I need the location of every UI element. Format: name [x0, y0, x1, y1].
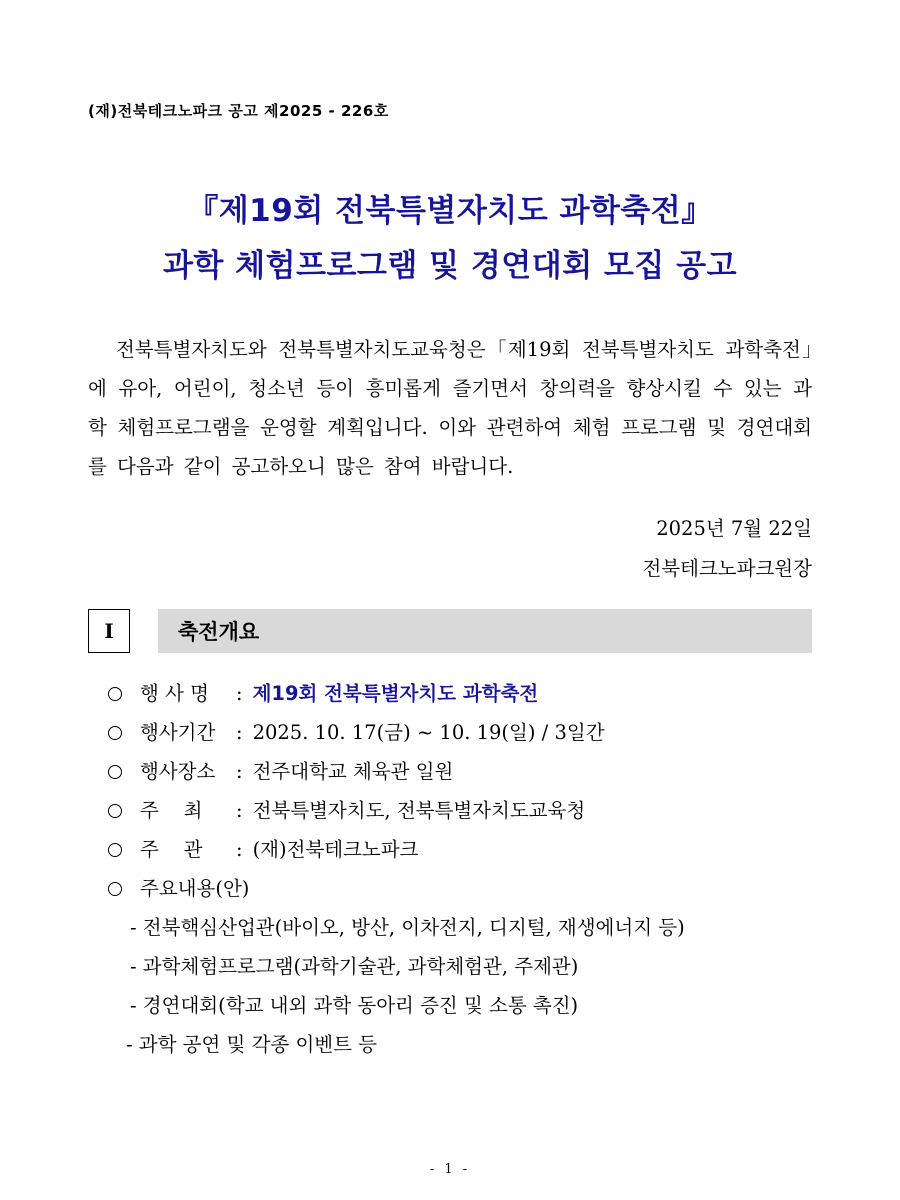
- section-number: Ⅰ: [88, 609, 130, 653]
- title-line-2: 과학 체험프로그램 및 경연대회 모집 공고: [162, 248, 738, 284]
- host-value: 전북특별자치도, 전북특별자치도교육청: [252, 799, 586, 822]
- circle-bullet-icon: [108, 687, 122, 701]
- contents-list-item: - 경연대회(학교 내외 과학 동아리 증진 및 소통 촉진): [130, 994, 579, 1017]
- venue-value: 전주대학교 체육관 일원: [252, 760, 454, 783]
- period-value: 2025. 10. 17(금) ~ 10. 19(일) / 3일간: [252, 721, 605, 744]
- item-label: 주 관: [140, 838, 203, 861]
- item-label: 행사기간: [140, 721, 216, 744]
- page-number: - 1 -: [429, 1162, 471, 1177]
- overview-item-event-name: [108, 678, 538, 706]
- announcement-date: 2025년 7월 22일: [656, 517, 812, 540]
- circle-bullet-icon: [108, 726, 122, 740]
- contents-list-item: - 과학체험프로그램(과학기술관, 과학체험관, 주제관): [130, 955, 579, 978]
- notice-number: (재)전북테크노파크 공고 제2025 - 226호: [88, 102, 389, 120]
- circle-bullet-icon: [108, 765, 122, 779]
- colon: :: [236, 760, 243, 783]
- overview-item-organizer: [108, 834, 419, 862]
- section-header-bar: [158, 609, 812, 653]
- overview-item-period: [108, 717, 605, 745]
- signer-name: 전북테크노파크원장: [642, 557, 812, 580]
- item-label: 행 사 명: [140, 682, 209, 705]
- overview-item-contents: [108, 873, 249, 901]
- colon: :: [236, 799, 243, 822]
- overview-item-host: [108, 795, 585, 823]
- contents-label: 주요내용(안): [140, 877, 250, 900]
- colon: :: [236, 838, 243, 861]
- title-line-1: 『제19회 전북특별자치도 과학축전』: [187, 193, 713, 229]
- section-title: 축전개요: [178, 620, 260, 644]
- intro-paragraph: 전북특별자치도와 전북특별자치도교육청은「제19회 전북특별자치도 과학축전」에 유아, 어린이, 청소년 등이 흥미롭게 즐기면서 창의력을 향상시킬 수 있는 과학 체험프로그램을 운영할 계획입니다. 이와 관련하여 체험 프로그램 및 경연대회를 다음과 같이 공고하오니 많은 참여 바랍니다.: [88, 338, 812, 478]
- circle-bullet-icon: [108, 843, 122, 857]
- overview-item-venue: [108, 756, 453, 784]
- contents-list-item: - 과학 공연 및 각종 이벤트 등: [126, 1033, 377, 1056]
- organizer-value: (재)전북테크노파크: [252, 838, 419, 861]
- colon: :: [236, 721, 243, 744]
- event-name-value: 제19회 전북특별자치도 과학축전: [252, 682, 539, 705]
- colon: :: [236, 682, 243, 705]
- item-label: 주 최: [140, 799, 203, 822]
- item-label: 행사장소: [140, 760, 216, 783]
- circle-bullet-icon: [108, 804, 122, 818]
- contents-list-item: - 전북핵심산업관(바이오, 방산, 이차전지, 디지털, 재생에너지 등): [130, 916, 685, 939]
- circle-bullet-icon: [108, 882, 122, 896]
